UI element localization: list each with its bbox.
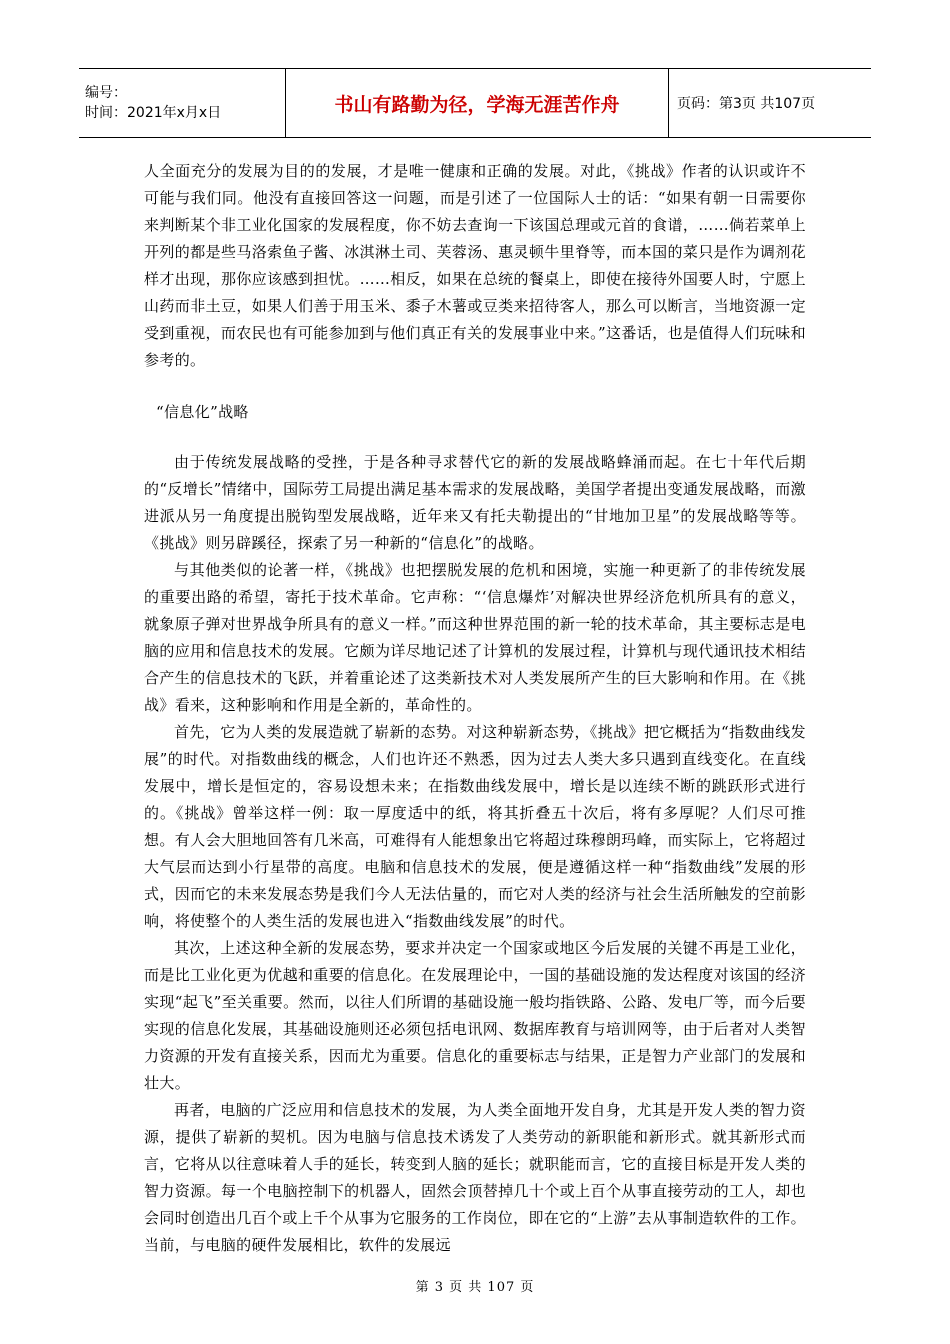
document-body	[144, 158, 806, 1259]
paragraph-6: 再者，电脑的广泛应用和信息技术的发展，为人类全面地开发自身，尤其是开发人类的智力资源，提供了崭新的契机。因为电脑与信息技术诱发了人类劳动的新职能和新形式。就其新形式而言，它将从以往意味着人手的延长，转变到人脑的延长；就职能而言，它的直接目标是开发人类的智力资源。每一个电脑控制下的机器人，固然会顶替掉几十个或上百个从事直接劳动的工人，却也会同时创造出几百个或上千个从事为它服务的工作岗位，即在它的“上游”去从事制造软件的工作。当前，与电脑的硬件发展相比，软件的发展远	[144, 1101, 806, 1254]
header-motto-cell	[286, 69, 669, 138]
paragraph-3: 与其他类似的论著一样，《挑战》也把摆脱发展的危机和困境，实施一种更新了的非传统发展的重要出路的希望，寄托于技术革命。它声称：“‘信息爆炸’对解决世界经济危机所具有的意义，就象原子弹对世界战争所具有的意义一样。”而这种世界范围的新一轮的技术革命，其主要标志是电脑的应用和信息技术的发展。它颇为详尽地记述了计算机的发展过程，计算机与现代通讯技术相结合产生的信息技术的飞跃，并着重论述了这类新技术对人类发展所产生的巨大影响和作用。在《挑战》看来，这种影响和作用是全新的，革命性的。	[144, 561, 806, 714]
footer-page-number: 第 3 页 共 107 页	[415, 1280, 535, 1295]
header-page-info: 页码：第3页 共107页	[677, 96, 816, 112]
page-header	[79, 68, 871, 138]
paragraph-1: 人全面充分的发展为目的的发展，才是唯一健康和正确的发展。对此，《挑战》作者的认识或许不可能与我们同。他没有直接回答这一问题，而是引述了一位国际人士的话：“如果有朝一日需要你来判断某个非工业化国家的发展程度，你不妨去查询一下该国总理或元首的食谱，……倘若菜单上开列的都是些马洛索鱼子酱、冰淇淋土司、芙蓉汤、惠灵顿牛里脊等，而本国的菜只是作为调剂花样才出现，那你应该感到担忧。……相反，如果在总统的餐桌上，即使在接待外国要人时，宁愿上山药而非土豆，如果人们善于用玉米、黍子木薯或豆类来招待客人，那么可以断言，当地资源一定受到重视，而农民也有可能参加到与他们真正有关的发展事业中来。”这番话，也是值得人们玩味和参考的。	[144, 162, 806, 369]
paragraph-5: 其次，上述这种全新的发展态势，要求并决定一个国家或地区今后发展的关键不再是工业化，而是比工业化更为优越和重要的信息化。在发展理论中，一国的基础设施的发达程度对该国的经济实现“起飞”至关重要。然而，以往人们所谓的基础设施一般均指铁路、公路、发电厂等，而今后要实现的信息化发展，其基础设施则还必须包括电讯网、数据库教育与培训网等，由于后者对人类智力资源的开发有直接关系，因而尤为重要。信息化的重要标志与结果，正是智力产业部门的发展和壮大。	[144, 939, 806, 1092]
paragraph-2: 由于传统发展战略的受挫，于是各种寻求替代它的新的发展战略蜂涌而起。在七十年代后期的“反增长”情绪中，国际劳工局提出满足基本需求的发展战略，美国学者提出变通发展战略，而激进派从另一角度提出脱钩型发展战略，近年来又有托夫勒提出的“甘地加卫星”的发展战略等等。《挑战》则另辟蹊径，探索了另一种新的“信息化”的战略。	[144, 453, 806, 552]
document-number-label: 编号：	[85, 85, 127, 101]
paragraph-4: 首先，它为人类的发展造就了崭新的态势。对这种崭新态势，《挑战》把它概括为“指数曲线发展”的时代。对指数曲线的概念，人们也许还不熟悉，因为过去人类大多只遇到直线变化。在直线发展中，增长是恒定的，容易设想未来；在指数曲线发展中，增长是以连续不断的跳跃形式进行的。《挑战》曾举这样一例：取一厚度适中的纸，将其折叠五十次后，将有多厚呢？人们尽可推想。有人会大胆地回答有几米高，可难得有人能想象出它将超过珠穆朗玛峰，而实际上，它将超过大气层而达到小行星带的高度。电脑和信息技术的发展，便是遵循这样一种“指数曲线”发展的形式，因而它的未来发展态势是我们今人无法估量的，而它对人类的经济与社会生活所触发的空前影响，将使整个的人类生活的发展也进入“指数曲线发展”的时代。	[144, 723, 806, 930]
section-heading: “信息化”战略	[156, 403, 249, 421]
header-meta-cell	[79, 69, 286, 138]
header-page-cell	[669, 69, 872, 138]
page-footer	[0, 1276, 950, 1295]
document-date-label: 时间：2021年x月x日	[85, 105, 222, 121]
header-motto: 书山有路勤为径，学海无涯苦作舟	[334, 93, 620, 116]
